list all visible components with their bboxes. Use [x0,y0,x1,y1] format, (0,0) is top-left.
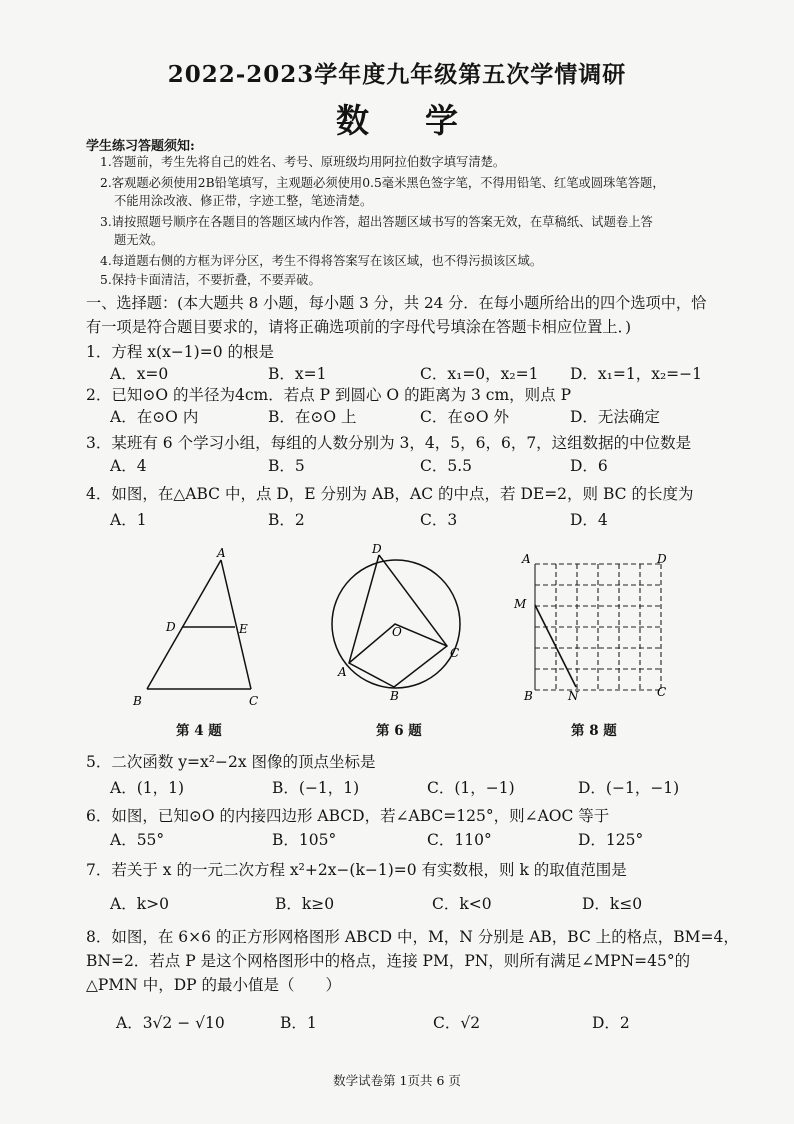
notes-heading: 学生练习答题须知: [86,139,195,154]
q8-option-a: A．3√2 − √10 [116,1014,225,1032]
q5-option-c: C．(1，−1) [427,779,515,797]
q8-stem-line2: BN=2．若点 P 是这个网格图形中的格点，连接 PM，PN，则所有满足∠MPN=45°的 [86,952,691,970]
q6-option-b: B．105° [272,831,337,849]
q5-option-d: D．(−1，−1) [578,779,680,797]
note-5: 5.保持卡面清洁，不要折叠，不要弄破。 [100,273,321,287]
fig8-segment-mn [535,605,576,687]
q1-option-a: A．x=0 [110,365,169,383]
q6-stem: 6．如图，已知⊙O 的内接四边形 ABCD，若∠ABC=125°，则∠AOC 等于 [86,807,610,825]
subject-char-1: 数 [336,101,369,140]
q6-option-c: C．110° [427,831,492,849]
fig8-label-d: D [657,552,667,566]
section-heading-line1: 一、选择题：(本大题共 8 小题，每小题 3 分，共 24 分．在每小题所给出的四个选项中，恰 [86,294,707,312]
q1-option-d: D．x₁=1，x₂=−1 [570,365,703,383]
q2-option-c: C．在⊙O 外 [420,408,509,426]
q7-stem: 7．若关于 x 的一元二次方程 x²+2x−(k−1)=0 有实数根，则 k 的取值范围是 [86,861,627,879]
figure-4-caption: 第 4 题 [176,723,222,739]
fig8-label-c: C [657,685,667,699]
fig6-label-b: B [390,689,399,703]
note-2-cont: 不能用涂改液、修正带，字迹工整，笔迹清楚。 [114,194,373,208]
q8-option-b: B．1 [280,1014,317,1032]
fig8-label-a: A [522,552,531,566]
q1-option-c: C．x₁=0，x₂=1 [420,365,539,383]
figure-4-triangle [120,545,280,715]
q4-option-d: D．4 [570,511,608,529]
q2-stem: 2．已知⊙O 的半径为4cm．若点 P 到圆心 O 的距离为 3 cm，则点 P [86,386,572,404]
fig8-grid-lines [535,564,661,690]
q4-option-b: B．2 [268,511,305,529]
q5-stem: 5．二次函数 y=x²−2x 图像的顶点坐标是 [86,753,376,771]
q5-option-a: A．(1，1) [110,779,185,797]
q4-option-a: A．1 [110,511,147,529]
fig8-label-b: B [524,689,533,703]
fig6-label-d: D [372,542,382,556]
figure-8-caption: 第 8 题 [571,723,617,739]
q4-option-c: C．3 [420,511,458,529]
fig4-label-d: D [166,620,176,634]
fig6-label-c: C [450,646,460,660]
section-heading-line2: 有一项是符合题目要求的，请将正确选项前的字母代号填涂在答题卡相应位置上．) [86,318,632,336]
q1-stem: 1．方程 x(x−1)=0 的根是 [86,343,274,361]
fig6-label-a: A [338,665,347,679]
figure-8-grid [510,548,675,703]
fig6-quadrilateral [349,555,447,687]
fig4-side-ab [147,560,221,689]
fig4-label-a: A [217,546,226,560]
note-3-cont: 题无效。 [114,233,164,247]
note-4: 4.每道题右侧的方框为评分区，考生不得将答案写在该区域，也不得污损该区域。 [100,254,543,268]
subject-char-2: 学 [425,101,458,140]
q8-stem-line3: △PMN 中，DP 的最小值是（ ） [86,976,341,994]
figure-6-circle [320,538,490,708]
figure-6-caption: 第 6 题 [376,723,422,739]
q3-option-b: B．5 [268,457,305,475]
note-3: 3.请按照题号顺序在各题目的答题区域内作答，超出答题区域书写的答案无效，在草稿纸、试题卷上答 [100,215,653,229]
fig4-label-b: B [133,694,142,708]
q5-option-b: B．(−1，1) [272,779,360,797]
q7-option-d: D．k≤0 [582,895,643,913]
exam-title: 2022-2023学年度九年级第五次学情调研 [167,61,627,88]
q7-option-b: B．k≥0 [275,895,335,913]
q7-option-a: A．k>0 [110,895,169,913]
q7-option-c: C．k<0 [432,895,492,913]
note-2: 2.客观题必须使用2B铅笔填写，主观题必须使用0.5毫米黑色签字笔，不得用铅笔、红笔或圆珠笔答题， [100,176,665,190]
q4-stem: 4．如图，在△ABC 中，点 D，E 分别为 AB，AC 的中点，若 DE=2，则 BC 的长度为 [86,485,694,503]
q3-stem: 3．某班有 6 个学习小组，每组的人数分别为 3，4，5，6，6，7，这组数据的中位数是 [86,434,692,452]
q8-option-d: D．2 [592,1014,630,1032]
fig8-label-m: M [514,597,527,611]
page-footer: 数学试卷第 1页共 6 页 [333,1073,461,1088]
q3-option-d: D．6 [570,457,608,475]
q3-option-c: C．5.5 [420,457,473,475]
q6-option-a: A．55° [110,831,165,849]
fig8-label-n: N [568,689,579,703]
note-1: 1.答题前，考生先将自己的姓名、考号、原班级均用阿拉伯数字填写清楚。 [100,155,506,169]
q3-option-a: A．4 [110,457,147,475]
q8-option-c: C．√2 [433,1014,481,1032]
fig6-label-o: O [392,625,402,639]
fig4-label-c: C [249,694,259,708]
q6-option-d: D．125° [578,831,644,849]
q1-option-b: B．x=1 [268,365,327,383]
q2-option-a: A．在⊙O 内 [110,408,199,426]
q2-option-d: D．无法确定 [570,408,660,426]
fig4-label-e: E [239,622,248,636]
q8-stem-line1: 8．如图，在 6×6 的正方形网格图形 ABCD 中，M，N 分别是 AB，BC 上的格点，BM=4， [86,928,739,946]
q2-option-b: B．在⊙O 上 [268,408,357,426]
